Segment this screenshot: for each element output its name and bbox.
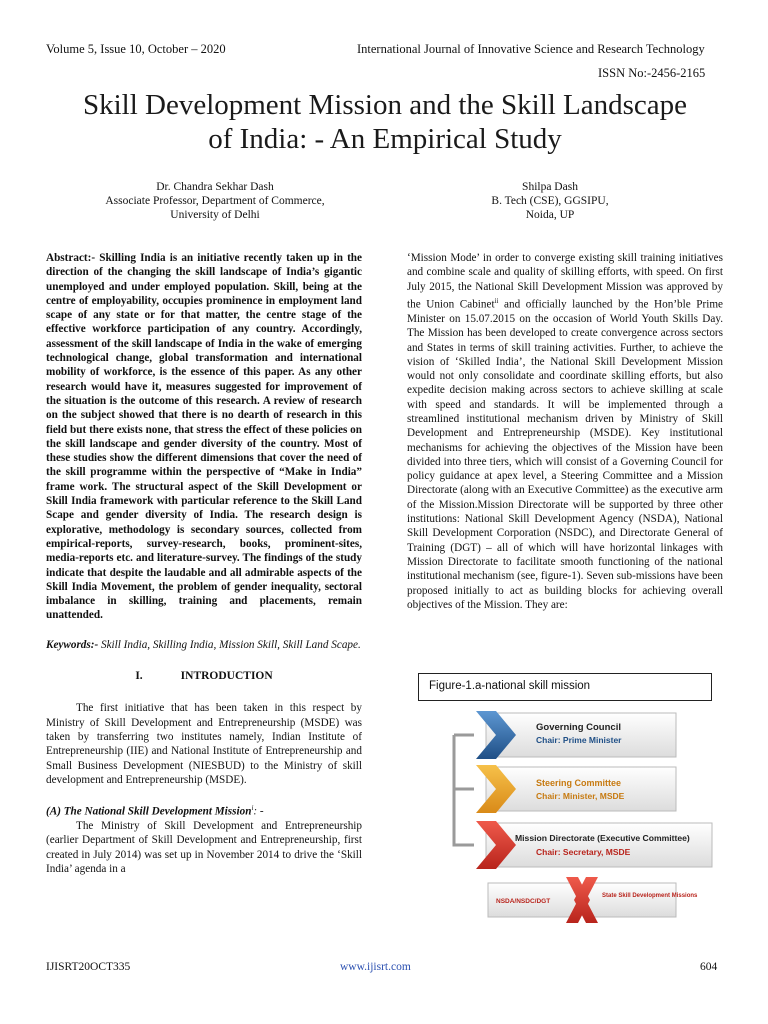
author-1-name: Dr. Chandra Sekhar Dash xyxy=(156,181,274,193)
mission-paragraph xyxy=(407,251,723,612)
figure-caption-box xyxy=(418,673,712,701)
author-2 xyxy=(440,180,660,222)
author-2-location: Noida, UP xyxy=(525,209,575,221)
bottom-right-label-text: State Skill Development Missions xyxy=(602,893,698,899)
intro-paragraph-1: The first initiative that has been taken in this respect by Ministry of Skill Development and Entrepreneurship (MSDE) was taken by transferring two institutes namely, Indian Institute of Entrepreneurship (IIE) and National Institute of Entrepreneurship and Small Business Development (NIESBUD) to the Ministry of skill development and Entrepreneurship (MSDE). xyxy=(46,702,362,786)
author-1-affiliation: Associate Professor, Department of Commerce, xyxy=(105,195,325,207)
mission-text-a: ‘Mission Mode’ in order to converge existing skill training initiatives and combine scale and quality of skilling efforts, with speed. On first July 2015, the National Skill Development Mission was approved by the Union Cabinet xyxy=(407,252,723,311)
header-issn: ISSN No:-2456-2165 xyxy=(598,66,706,80)
author-2-name: Shilpa Dash xyxy=(522,181,578,193)
intro-paragraph-2: The Ministry of Skill Development and Entrepreneurship (earlier Department of Skill Development and Entrepreneurship, first created in July 2014) was set up in November 2014 to drive the ‘Skill India’ agenda in a xyxy=(46,820,362,876)
bottom-right-box xyxy=(586,883,676,917)
footer-paper-id: IJISRT20OCT335 xyxy=(46,961,131,973)
tier-2-chair: Chair: Minister, MSDE xyxy=(536,791,625,801)
mission-text-b: and officially launched by the Hon’ble Prime Minister on 15.07.2015 on the occasion of World Youth Skills Day. The Mission has been developed to create convergence across sectors and States in terms of skill training activities. Further, to achieve the vision of ‘Skilled India’, the National Skill Development Mission would not only consolidate and coordinate skilling efforts, but also expedite decision making across sectors to achieve skilling at scale with speed and standards. It will be implemented through a streamlined institutional mechanism driven by Ministry of Skill Development and Entrepreneurship (MSDE). Key institutional mechanisms for achieving the objectives of the Mission have been divided into three tiers, which will consist of a Governing Council for policy guidance at apex level, a Steering Committee and a Mission Directorate (along with an Executive Committee) as the executive arm of the Mission.Mission Directorate will be supported by three other institutions: National Skill Development Agency (NSDA), National Skill Development Corporation (NSDC), and Directorate General of Training (DGT) – all of which will have horizontal linkages with Mission Directorate to facilitate smooth functioning of the national institutional mechanism (see, figure-1). Seven sub-missions have been proposed initially to act as building blocks for achieving overall objectives of the Mission. They are: xyxy=(407,298,724,611)
subsection-tail: : - xyxy=(253,805,264,818)
footer-page-number: 604 xyxy=(700,961,718,973)
tier-governing-council xyxy=(476,711,676,759)
section-heading-introduction xyxy=(46,669,362,683)
tier-3-chair: Chair: Secretary, MSDE xyxy=(536,847,631,857)
tier-3-title: Mission Directorate (Executive Committee) xyxy=(515,833,690,843)
paper-title xyxy=(40,88,730,156)
section-title: INTRODUCTION xyxy=(180,670,273,683)
figure-diagram xyxy=(418,703,724,935)
tier-1-chair: Chair: Prime Minister xyxy=(536,735,622,745)
footnote-marker-ii: ii xyxy=(494,296,499,305)
header-volume: Volume 5, Issue 10, October – 2020 xyxy=(46,42,226,56)
tier-3-bar xyxy=(486,823,712,867)
keywords-label: Keywords:- xyxy=(46,638,99,651)
title-line-2: of India: - An Empirical Study xyxy=(208,123,562,155)
author-1-university: University of Delhi xyxy=(170,209,260,221)
subsection-heading xyxy=(46,801,362,819)
subsection-title: (A) The National Skill Development Mission xyxy=(46,805,252,818)
keywords-text: Skill India, Skilling India, Mission Skill, Skill Land Scape. xyxy=(98,638,361,651)
abstract-label: Abstract:- xyxy=(46,252,96,264)
author-2-affiliation: B. Tech (CSE), GGSIPU, xyxy=(491,195,609,207)
right-column xyxy=(407,251,723,612)
bottom-left-label: NSDA/NSDC/DGT xyxy=(496,898,551,905)
tier-1-title: Governing Council xyxy=(536,722,621,733)
keywords xyxy=(46,638,362,652)
left-column xyxy=(46,251,362,876)
title-line-1: Skill Development Mission and the Skill Landscape xyxy=(82,89,688,121)
abstract xyxy=(46,251,362,623)
tier-mission-directorate xyxy=(476,821,712,869)
abstract-text: Skilling India is an initiative recently taken up in the direction of the changing the skill landscape of India’s gigantic unemployed and under employed population. Skill, being at the centre of employability, occupies prominence in employment land scape of any state or for that matter, the centre stage of the effective workforce participation of any country. Accordingly, assessment of the skill landscape of India in the wake of emerging technological change, global transformation and international mobility of workforce, is the essence of this paper. As any other research would have it, measures suggested for improvement of the situation is the outcome of this research. A review of research on the subject showed that there is no dearth of research in this field but there exists none, that stress the effect of these policies on the skill landscape and gender diversity of the country. Most of these studies show the different dimensions that cover the need of the skill programme within the perspective of “Make in India” frame work. The structural aspect of the Skill Development or Skill India framework with particular reference to the Skill Land Scape and gender diversity of India. The research design is explorative, methodology is secondary sources, collected from empirical-reports, survey-research, books, prominent-sites, media-reports etc. and literature-survey. The findings of the study indicate that despite the laudable and all admirable aspects of the Skill India Movement, the problem of gender inequality, sectoral imbalance in skilling, training and placements, remain unattended. xyxy=(46,252,362,622)
bottom-right-label xyxy=(602,893,698,899)
tier-2-title: Steering Committee xyxy=(536,778,622,788)
header-journal: International Journal of Innovative Science and Research Technology xyxy=(357,42,705,56)
section-number: I. xyxy=(135,670,143,683)
figure-caption: Figure-1.a-national skill mission xyxy=(429,680,591,692)
bottom-row xyxy=(488,877,698,923)
footer-website-link[interactable]: www.ijisrt.com xyxy=(340,961,411,973)
footnote-marker: i xyxy=(251,804,254,813)
author-1 xyxy=(60,180,370,222)
tier-steering-committee xyxy=(476,765,676,813)
